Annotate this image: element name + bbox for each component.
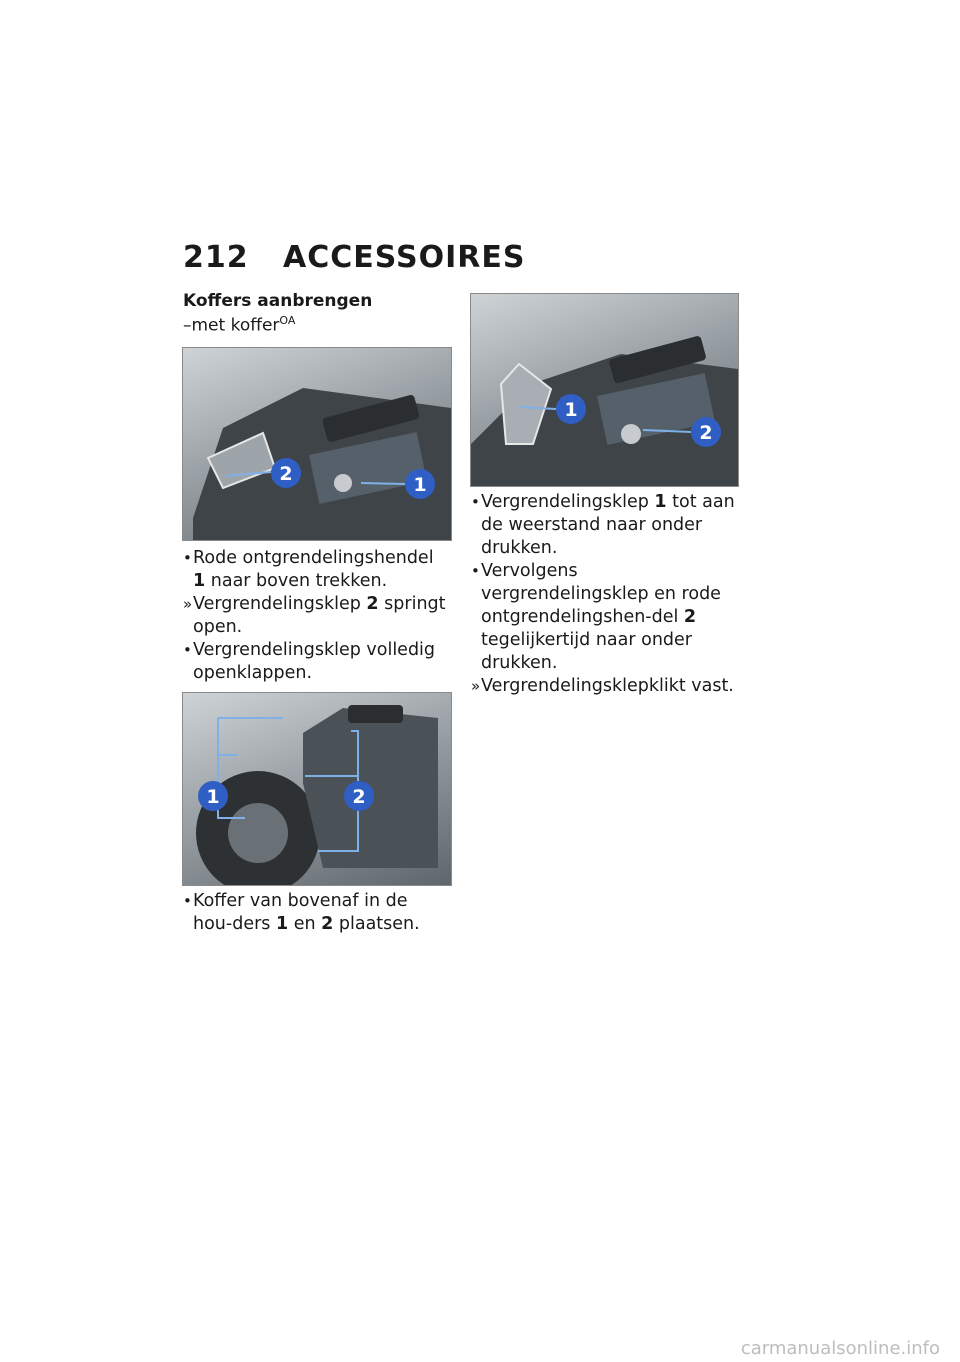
step-text: naar boven trekken.	[205, 571, 388, 591]
list-item	[183, 639, 451, 685]
step-text: Vergrendelingsklep	[193, 594, 367, 614]
callout-2: 2	[699, 422, 713, 444]
section-subtitle-text: –met koffer	[183, 315, 280, 336]
ref-number: 1	[193, 571, 206, 591]
callout-2: 2	[352, 786, 366, 808]
step-text: Vergrendelingsklepklikt vast.	[481, 676, 734, 696]
callout-1: 1	[206, 786, 220, 808]
callout-1: 1	[413, 474, 427, 496]
step-text: plaatsen.	[333, 914, 420, 934]
bullet-marker: •	[471, 493, 480, 511]
ref-number: 2	[321, 914, 334, 934]
section-title: Koffers aanbrengen	[183, 291, 373, 311]
steps-left-2	[183, 890, 451, 936]
step-text: en	[288, 914, 322, 934]
bullet-marker: •	[471, 562, 480, 580]
list-item	[183, 547, 451, 593]
step-text: tot aan de weerstand naar onder drukken.	[481, 492, 735, 558]
step-text: tegelijkertijd naar onder drukken.	[481, 630, 692, 673]
result-marker: »	[471, 677, 481, 695]
step-text: springt open.	[193, 594, 446, 637]
step-text: Vergrendelingsklep volledig openklappen.	[193, 640, 436, 683]
steps-left	[183, 547, 451, 685]
watermark-text: carmanualsonline.info	[740, 1338, 940, 1359]
page-header	[183, 240, 525, 280]
step-text: Vergrendelingsklep	[481, 492, 655, 512]
ref-number: 2	[366, 594, 379, 614]
result-marker: »	[183, 595, 193, 613]
ref-number: 2	[683, 607, 697, 627]
steps-right	[471, 491, 739, 698]
callout-2: 2	[279, 463, 293, 485]
list-item	[471, 675, 739, 698]
bullet-marker: •	[183, 641, 192, 659]
section-subtitle	[183, 314, 295, 336]
figure-case-holders	[182, 692, 452, 886]
list-item	[183, 890, 451, 936]
list-item	[471, 560, 739, 675]
figure-lock-open	[470, 293, 739, 487]
list-item	[471, 491, 739, 560]
page-title: ACCESSOIRES	[283, 240, 526, 275]
bullet-marker: •	[183, 892, 192, 910]
figure-lock-closed	[182, 347, 452, 541]
page-number: 212	[183, 240, 249, 275]
ref-number: 1	[275, 914, 289, 934]
list-item	[183, 593, 451, 639]
step-text: Vervolgens vergrendelingsklep en rode ontgrendelingshen-del	[481, 561, 721, 627]
step-text: Koffer van bovenaf in de hou-ders	[193, 891, 408, 934]
step-text: Rode ontgrendelingshendel	[193, 548, 434, 568]
bullet-marker: •	[183, 549, 192, 567]
optional-accessory-mark: OA	[279, 314, 296, 327]
ref-number: 1	[654, 492, 667, 512]
footer-watermark	[0, 1334, 960, 1362]
callout-1: 1	[564, 399, 578, 421]
